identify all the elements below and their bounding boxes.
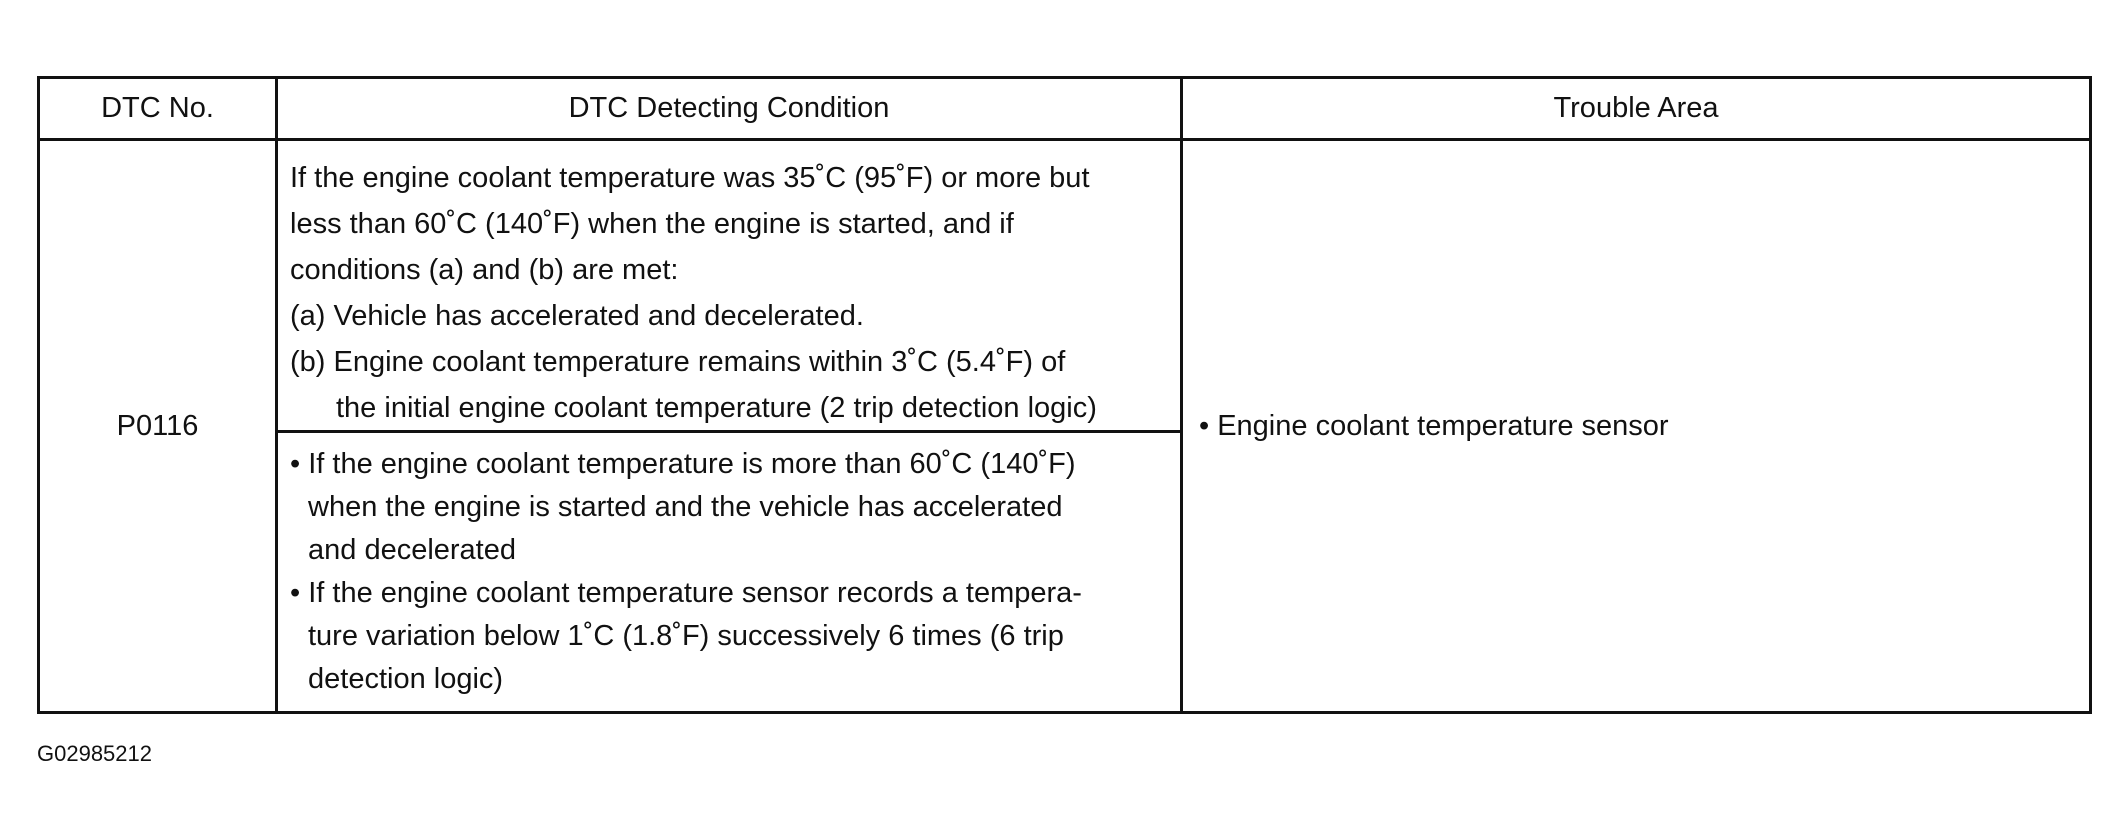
condition-1-line-5: (b) Engine coolant temperature remains within 3˚C (5.4˚F) of (290, 346, 1066, 378)
condition-2-line-2: when the engine is started and the vehicle has accelerated (308, 491, 1063, 523)
header-trouble-area: Trouble Area (1182, 78, 2091, 140)
condition-2-line-1: • If the engine coolant temperature is more than 60˚C (140˚F) (290, 448, 1076, 480)
condition-1-line-1: If the engine coolant temperature was 35˚C (95˚F) or more but (290, 162, 1090, 194)
condition-1-line-6: the initial engine coolant temperature (2 trip detection logic) (336, 392, 1097, 424)
trouble-area-item: • Engine coolant temperature sensor (1199, 409, 1669, 442)
table-row (39, 140, 2091, 713)
condition-block-2 (278, 433, 1180, 711)
condition-2-line-3: and decelerated (308, 534, 516, 566)
detecting-condition-cell (277, 140, 1182, 713)
dtc-code-cell: P0116 (39, 140, 277, 713)
condition-2-line-4: • If the engine coolant temperature sensor records a tempera- (290, 577, 1082, 609)
figure-id: G02985212 (37, 741, 152, 766)
condition-1-line-4: (a) Vehicle has accelerated and decelerated. (290, 300, 864, 332)
trouble-area-cell (1182, 140, 2091, 713)
condition-1-line-3: conditions (a) and (b) are met: (290, 254, 679, 286)
condition-block-1 (278, 141, 1180, 433)
condition-1-line-2: less than 60˚C (140˚F) when the engine is started, and if (290, 208, 1014, 240)
header-detecting-condition: DTC Detecting Condition (277, 78, 1182, 140)
header-dtc-no: DTC No. (39, 78, 277, 140)
header-row (39, 78, 2091, 140)
condition-2-line-5: ture variation below 1˚C (1.8˚F) successively 6 times (6 trip (308, 620, 1064, 652)
condition-2-line-6: detection logic) (308, 663, 504, 695)
dtc-table (37, 76, 2092, 714)
